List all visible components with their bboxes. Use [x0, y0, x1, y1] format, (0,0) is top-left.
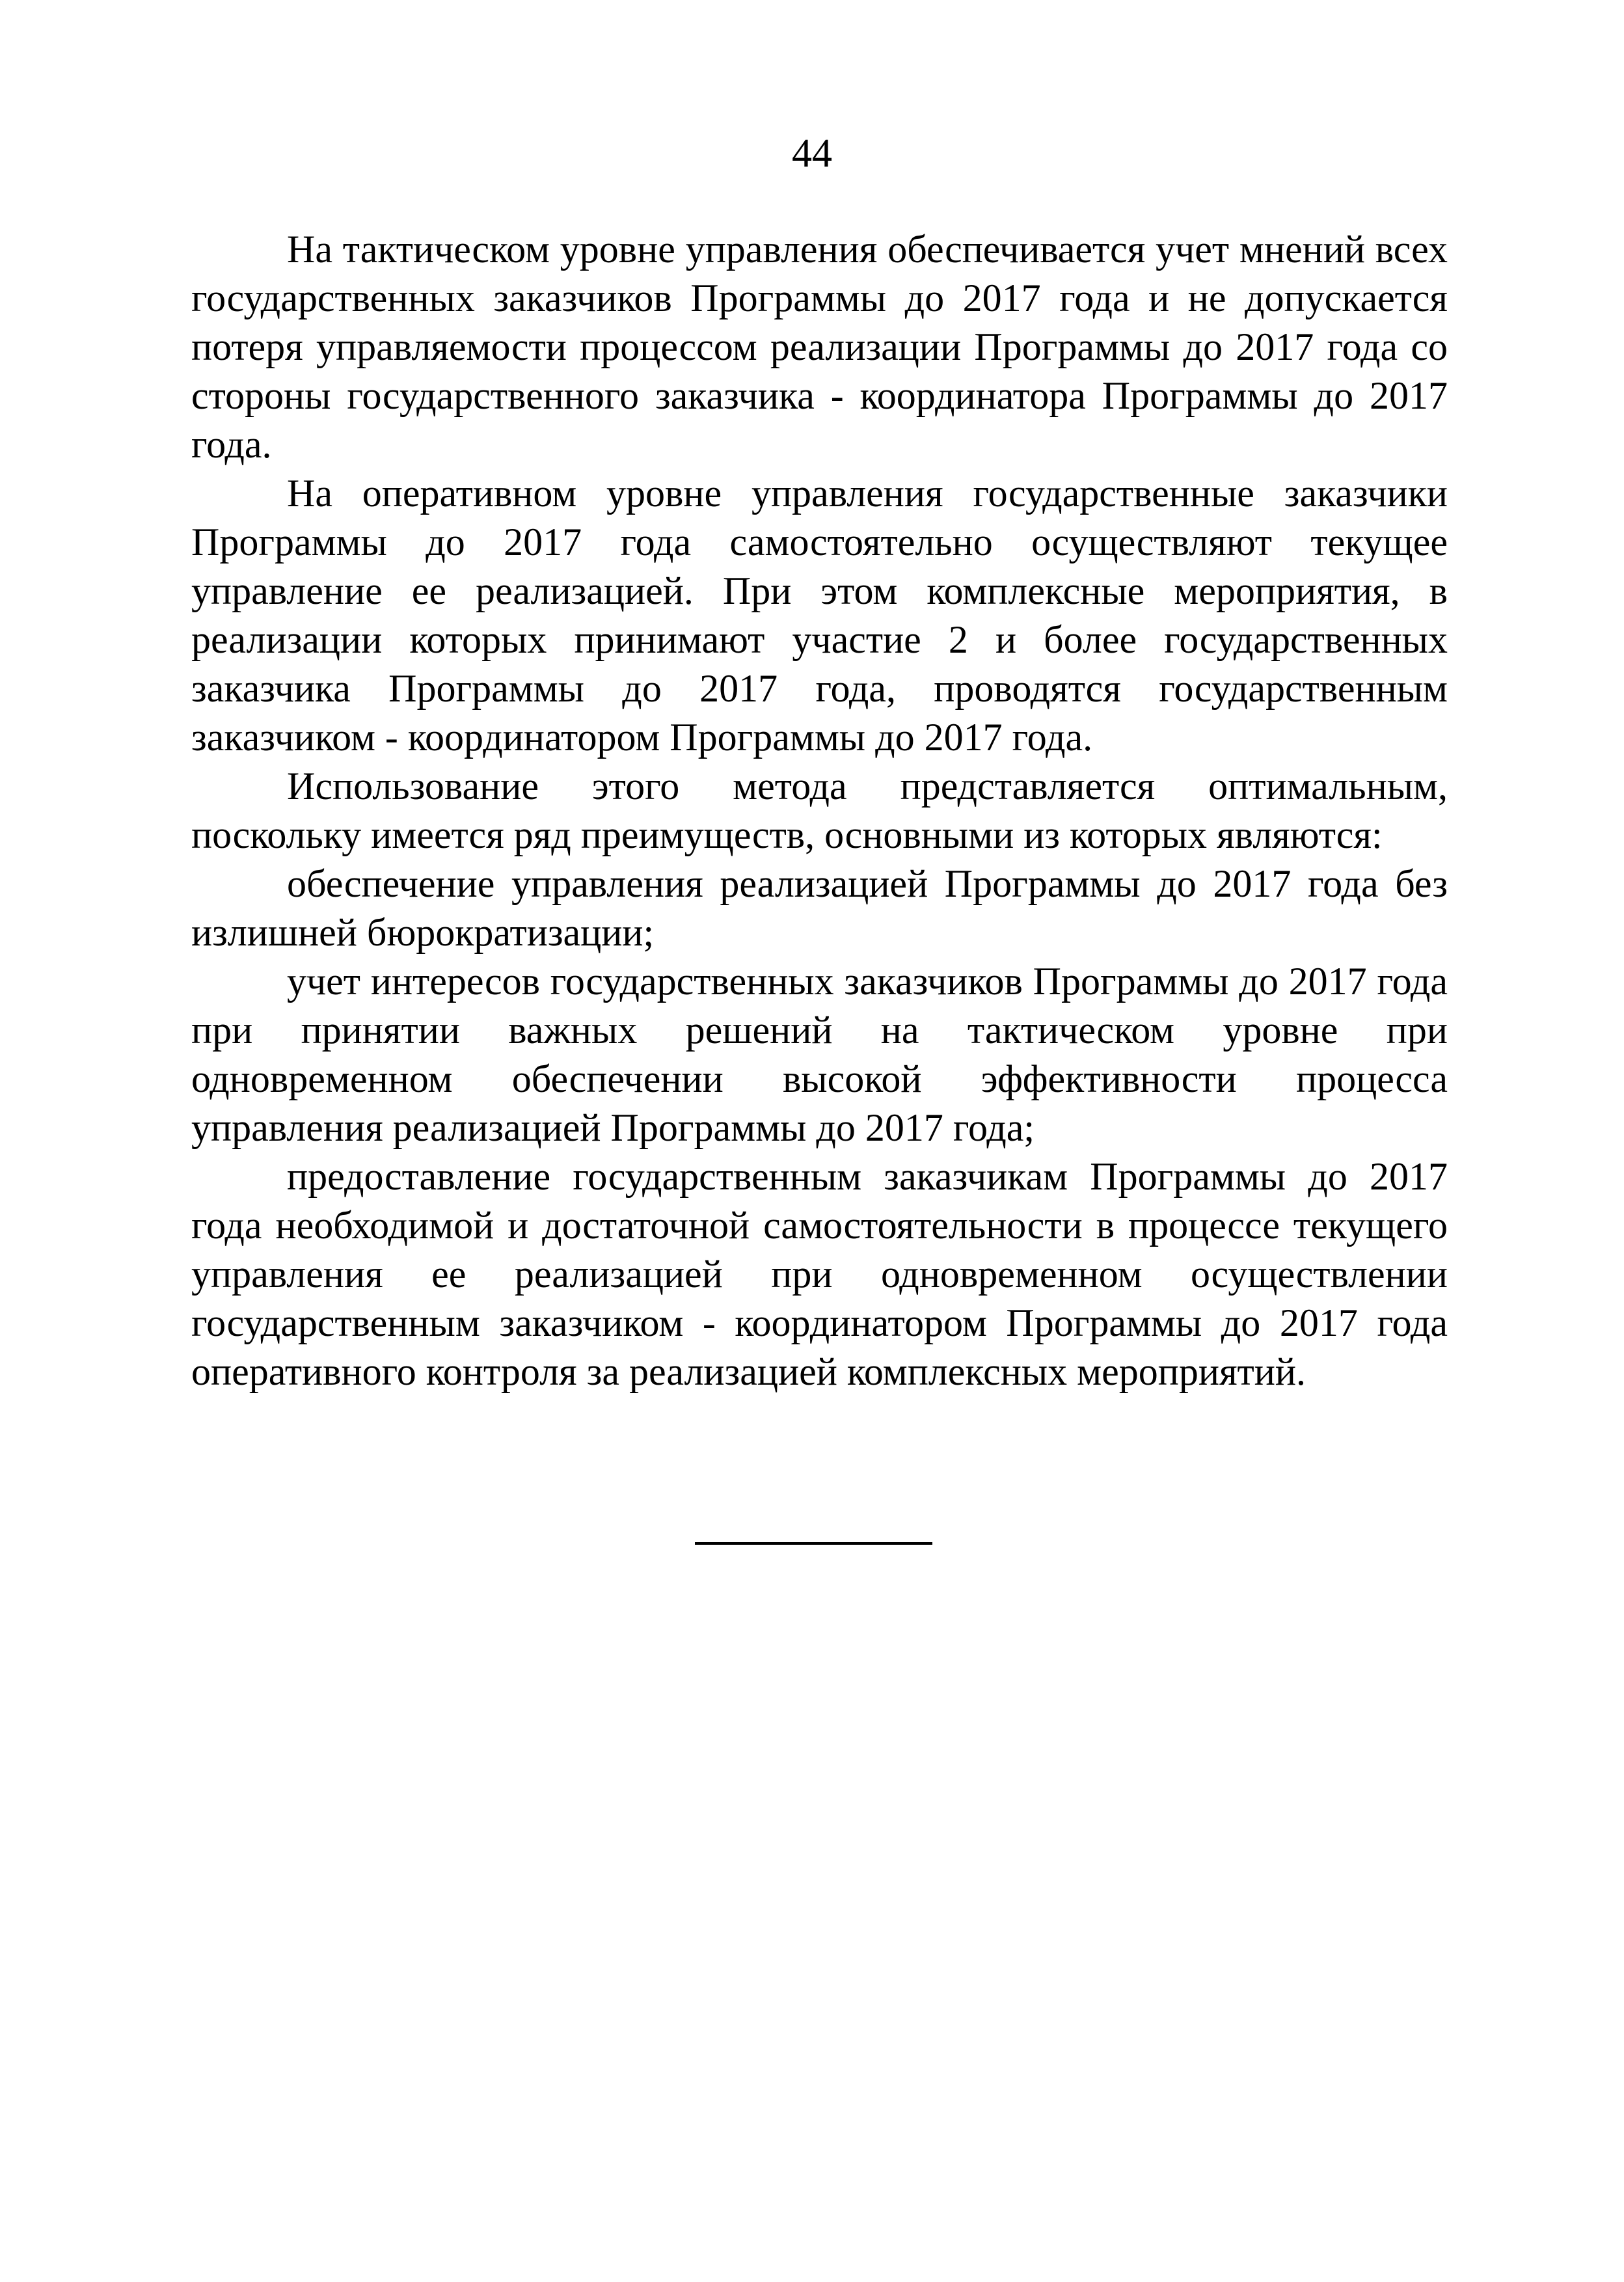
paragraph-method-advantages: Использование этого метода представляется оптимальным, поскольку имеется ряд преимуществ, основными из которых являются:	[191, 765, 1448, 856]
paragraph-advantage-2: учет интересов государственных заказчиков Программы до 2017 года при принятии важных решений на тактическом уровне при одновременном обеспечении высокой эффективности процесса управления реализацией Программы до 2017 года;	[191, 960, 1448, 1149]
body-text	[191, 225, 1448, 1396]
paragraph-tactical-level: На тактическом уровне управления обеспечивается учет мнений всех государственных заказчиков Программы до 2017 года и не допускается потеря управляемости процессом реализации Программы до 2017 года со стороны государственного заказчика - координатора Программы до 2017 года.	[191, 228, 1448, 466]
paragraph-advantage-3: предоставление государственным заказчикам Программы до 2017 года необходимой и достаточной самостоятельности в процессе текущего управления ее реализацией при одновременном осуществлении государственным заказчиком - координатором Программы до 2017 года оперативного контроля за реализацией комплексных мероприятий.	[191, 1155, 1448, 1393]
end-separator-line	[695, 1542, 932, 1545]
paragraph-advantage-1: обеспечение управления реализацией Программы до 2017 года без излишней бюрократизации;	[191, 862, 1448, 954]
paragraph-operational-level: На оперативном уровне управления государственные заказчики Программы до 2017 года самостоятельно осуществляют текущее управление ее реализацией. При этом комплексные мероприятия, в реализации которых принимают участие 2 и более государственных заказчика Программы до 2017 года, проводятся государственным заказчиком - координатором Программы до 2017 года.	[191, 472, 1448, 759]
page-number: 44	[792, 131, 832, 176]
